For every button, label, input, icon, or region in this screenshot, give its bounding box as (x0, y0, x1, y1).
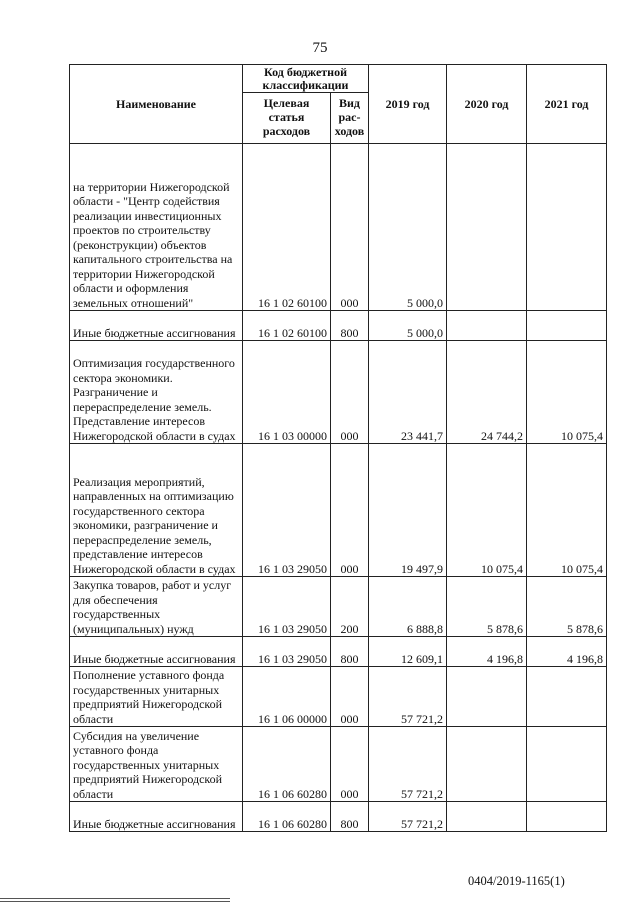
header-name: Наименование (70, 65, 243, 144)
row-code: 16 1 02 60100 (243, 311, 331, 341)
row-name: Закупка товаров, работ и услуг для обеспечения государственных (муниципальных) нужд (70, 577, 243, 637)
row-2021: 4 196,8 (527, 637, 607, 667)
row-vid: 800 (331, 311, 369, 341)
row-2020: 4 196,8 (447, 637, 527, 667)
row-2019: 57 721,2 (369, 802, 447, 832)
row-vid: 200 (331, 577, 369, 637)
table-row (70, 444, 607, 577)
document-code: 0404/2019-1165(1) (468, 874, 565, 888)
table-header (70, 65, 607, 144)
row-code: 16 1 02 60100 (243, 144, 331, 311)
header-code-group: Код бюджетной классификации (243, 65, 369, 93)
row-code: 16 1 06 60280 (243, 802, 331, 832)
table-row (70, 637, 607, 667)
row-vid: 000 (331, 144, 369, 311)
table-row (70, 311, 607, 341)
row-vid: 000 (331, 727, 369, 802)
table-row (70, 144, 607, 311)
row-2019: 5 000,0 (369, 144, 447, 311)
row-2021: 10 075,4 (527, 444, 607, 577)
row-2020 (447, 311, 527, 341)
row-name: Реализация мероприятий, направленных на оптимизацию государственного сектора экономики, разграничение и перераспределение земель, представление интересов Нижегородской области в судах (70, 444, 243, 577)
header-2019: 2019 год (369, 65, 447, 144)
row-name: Иные бюджетные ассигнования (70, 637, 243, 667)
budget-table (69, 64, 607, 832)
row-2019: 12 609,1 (369, 637, 447, 667)
page-number: 75 (312, 40, 328, 56)
row-name: Иные бюджетные ассигнования (70, 802, 243, 832)
row-code: 16 1 03 00000 (243, 341, 331, 444)
row-2021 (527, 802, 607, 832)
row-2021 (527, 667, 607, 727)
row-2020 (447, 144, 527, 311)
row-name: на территории Нижегородской области - "Центр содействия реализации инвестиционных проектов по строительству (реконструкции) объектов капитального строительства на территории Нижегородской области и оформления земельных отношений" (70, 144, 243, 311)
row-2020: 5 878,6 (447, 577, 527, 637)
row-vid: 000 (331, 341, 369, 444)
row-2019: 5 000,0 (369, 311, 447, 341)
table-row (70, 667, 607, 727)
table-row (70, 577, 607, 637)
row-2021 (527, 144, 607, 311)
header-2021: 2021 год (527, 65, 607, 144)
row-2019: 6 888,8 (369, 577, 447, 637)
row-name: Оптимизация государственного сектора экономики. Разграничение и перераспределение земель. Представление интересов Нижегородской области в судах (70, 341, 243, 444)
row-vid: 000 (331, 444, 369, 577)
row-2019: 19 497,9 (369, 444, 447, 577)
table-row (70, 341, 607, 444)
row-2020: 24 744,2 (447, 341, 527, 444)
row-code: 16 1 06 00000 (243, 667, 331, 727)
row-vid: 000 (331, 667, 369, 727)
header-expense-type: Вид рас- ходов (331, 93, 369, 144)
row-name: Субсидия на увеличение уставного фонда государственных унитарных предприятий Нижегородской области (70, 727, 243, 802)
row-code: 16 1 06 60280 (243, 727, 331, 802)
row-2021: 10 075,4 (527, 341, 607, 444)
row-2020 (447, 667, 527, 727)
row-2019: 23 441,7 (369, 341, 447, 444)
row-code: 16 1 03 29050 (243, 444, 331, 577)
header-2020: 2020 год (447, 65, 527, 144)
row-2020 (447, 727, 527, 802)
row-2021 (527, 727, 607, 802)
row-code: 16 1 03 29050 (243, 577, 331, 637)
row-2020 (447, 802, 527, 832)
row-name: Иные бюджетные ассигнования (70, 311, 243, 341)
table-row (70, 802, 607, 832)
row-2019: 57 721,2 (369, 727, 447, 802)
row-2019: 57 721,2 (369, 667, 447, 727)
row-code: 16 1 03 29050 (243, 637, 331, 667)
row-2020: 10 075,4 (447, 444, 527, 577)
row-name: Пополнение уставного фонда государственных унитарных предприятий Нижегородской области (70, 667, 243, 727)
scan-edge-marks (0, 898, 230, 904)
header-target-article: Целевая статья расходов (243, 93, 331, 144)
table-row (70, 727, 607, 802)
row-vid: 800 (331, 802, 369, 832)
row-2021 (527, 311, 607, 341)
row-vid: 800 (331, 637, 369, 667)
row-2021: 5 878,6 (527, 577, 607, 637)
